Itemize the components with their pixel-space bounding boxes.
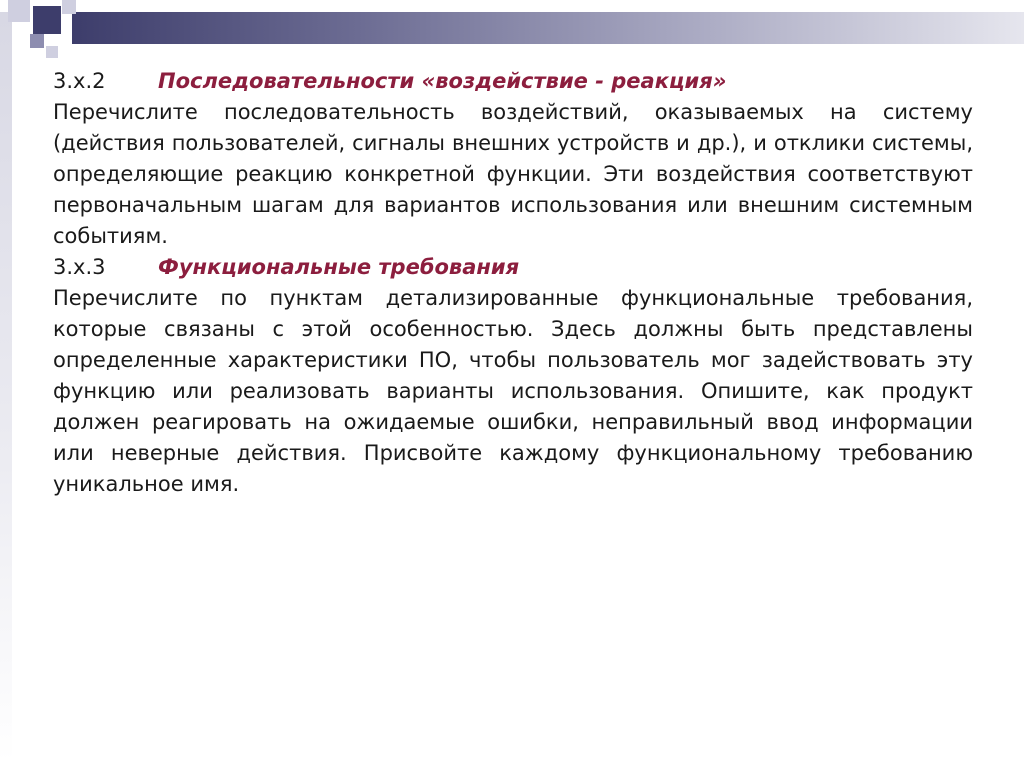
section-title: Последовательности «воздействие - реакция» [158,69,727,93]
section-body-2: Перечислите по пунктам детализированные функциональные требования, которые связаны с этой особенностью. Здесь должны быть представлены определенные характеристики ПО, чтобы пользователь мог задействовать эту функцию или реализовать варианты использования. Опишите, как продукт должен реагировать на ожидаемые ошибки, неправильный ввод информации или неверные действия. Присвойте каждому функциональному требованию уникальное имя. [53,286,973,496]
section-number: 3.x.3 [53,255,106,279]
section-number: 3.x.2 [53,69,106,93]
left-decorative-bar [0,12,12,762]
decorative-square [8,0,30,22]
section-heading-2 [53,252,973,283]
decorative-square [30,34,44,48]
section-heading-1 [53,66,973,97]
section-title: Функциональные требования [158,255,520,279]
section-body-1: Перечислите последовательность воздействий, оказываемых на систему (действия пользователей, сигналы внешних устройств и др.), и отклики системы, определяющие реакцию конкретной функции. Эти воздействия соответствуют первоначальным шагам для вариантов использования или внешним системным событиям. [53,100,973,248]
slide-content [53,66,973,500]
decorative-square [33,6,61,34]
top-decorative-bar [72,12,1024,44]
decorative-square [46,46,58,58]
decorative-square [62,0,76,14]
